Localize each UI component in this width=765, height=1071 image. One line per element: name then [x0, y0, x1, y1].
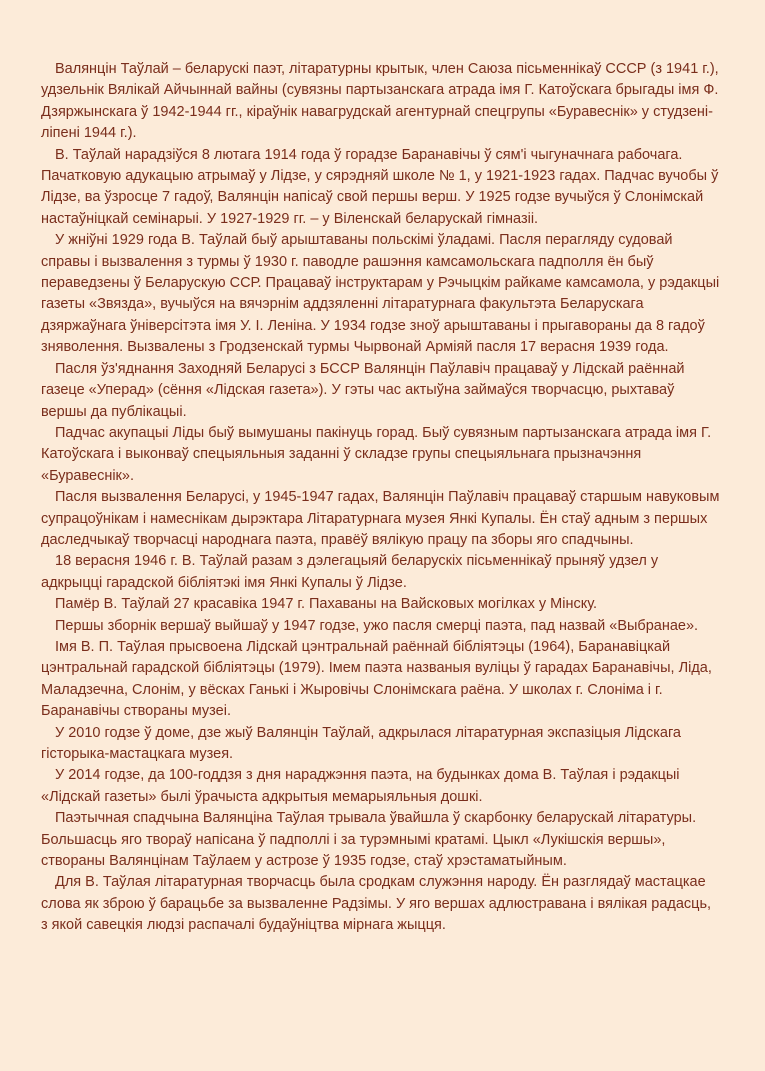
paragraph-reunification: Пасля ўз'яднання Заходняй Беларусі з БССР Валянцін Паўлавіч працаваў у Лідскай раённай газеце «Уперад» (сёння «Лідская газета»). У гэты час актыўна займаўся творчасцю, рыхтаваў вершы да публікацыі. — [41, 360, 685, 420]
paragraph-death: Памёр В. Таўлай 27 красавіка 1947 г. Пахаваны на Вайсковых могілках у Мінску. — [55, 596, 598, 613]
paragraph-plaques: У 2014 годзе, да 100-годдзя з дня нараджэння паэта, на будынках дома В. Таўлая і рэдакцыі «Лідскай газеты» былі ўрачыста адкрытыя мемарыяльныя дошкі. — [41, 767, 680, 805]
paragraph-occupation: Падчас акупацыі Ліды быў вымушаны пакінуць горад. Быў сувязным партызанскага атрада імя Г. Катоўскага і выконваў спецыяльныя заданні ў складзе групы спецыяльнага прызначэння «Буравеснік». — [41, 424, 712, 484]
paragraph-birth: В. Таўлай нарадзіўся 8 лютага 1914 года ў горадзе Баранавічы ў сям'і чыгуначнага рабочага. Пачатковую адукацыю атрымаў у Лідзе, у сярэдняй школе № 1, у 1921-1923 гадах. Падчас вучобы ў Лідзе, ва ўзросце 7 гадоў, Валянцін напісаў свой першы верш. У 1925 годзе вучыўся ў Слонімскай настаўніцкай семінарыі. У 1927-1929 гг. – у Віленскай беларускай гімназіі. — [41, 146, 719, 227]
paragraph-exhibition: У 2010 годзе ў доме, дзе жыў Валянцін Таўлай, адкрылася літаратурная экспазіцыя Лідскага гісторыка-мастацкага музея. — [41, 724, 681, 762]
paragraph-intro: Валянцін Таўлай – беларускі паэт, літаратурны крытык, член Саюза пісьменнікаў СССР (з 1941 г.), удзельнік Вялікай Айчыннай вайны (сувязны партызанскага атрада імя Г. Катоўскага брыгады імя Ф. Дзяржынскага ў 1942-1944 гг., кіраўнік навагрудскай агентурнай спецгрупы «Буравеснік» у студзені-ліпені 1944 г.). — [41, 61, 719, 142]
paragraph-service: Для В. Таўлая літаратурная творчасць была сродкам служэння народу. Ён разглядаў мастацкае слова як зброю ў барацьбе за вызваленне Радзімы. У яго вершах адлюстравана і вялікая радасць, з якой савецкія людзі распачалі будаўніцтва мірнага жыцця. — [41, 874, 712, 934]
paragraph-museum-work: Пасля вызвалення Беларусі, у 1945-1947 гадах, Валянцін Паўлавіч працаваў старшым навуковым супрацоўнікам і намеснікам дырэктара Літаратурнага музея Янкі Купалы. Ён стаў адным з першых даследчыкаў творчасці народнага паэта, правёў вялікую працу па зборы яго спадчыны. — [41, 489, 720, 548]
paragraph-first-collection: Першы зборнік вершаў выйшаў у 1947 годзе, ужо пасля смерці паэта, пад назвай «Выбранае». — [55, 617, 699, 634]
biography-text — [41, 59, 721, 937]
paragraph-memorials: Імя В. П. Таўлая прысвоена Лідскай цэнтральнай раённай бібліятэцы (1964), Баранавіцкай цэнтральнай гарадской бібліятэцы (1979). Імем паэта названыя вуліцы ў гарадах Баранавічы, Ліда, Маладзечна, Слонім, у вёсках Ганькі і Жыровічы Слонімскага раёна. У школах г. Слоніма і г. Баранавічы створаны музеі. — [41, 638, 712, 720]
paragraph-legacy: Паэтычная спадчына Валянціна Таўлая трывала ўвайшла ў скарбонку беларускай літаратуры. Большасць яго твораў напісана ў падполлі і за турэмнымі кратамі. Цыкл «Лукішскія вершы», створаны Валянцінам Таўлаем у астрозе ў 1935 годзе, стаў хрэстаматыйным. — [41, 810, 697, 870]
paragraph-arrest: У жніўні 1929 года В. Таўлай быў арыштаваны польскімі ўладамі. Пасля перагляду судовай справы і вызвалення з турмы ў 1930 г. паводле рашэння камсамольскага падполля ён быў пераведзены ў Беларускую ССР. Працаваў інструктарам у Рэчыцкім райкаме камсамола, у рэдакцыі газеты «Звязда», вучыўся на вячэрнім аддзяленні літаратурнага факультэта Беларускага дзяржаўнага ўніверсітэта імя У. І. Леніна. У 1934 годзе зноў арыштаваны і прыгавораны да 8 гадоў зняволення. Вызвалены з Гродзенскай турмы Чырвонай Арміяй пасля 17 верасня 1939 года. — [41, 232, 720, 356]
paragraph-library-opening: 18 верасня 1946 г. В. Таўлай разам з дэлегацыяй беларускіх пісьменнікаў прыняў удзел у адкрыцці гарадской бібліятэкі імя Янкі Купалы ў Лідзе. — [41, 553, 659, 591]
